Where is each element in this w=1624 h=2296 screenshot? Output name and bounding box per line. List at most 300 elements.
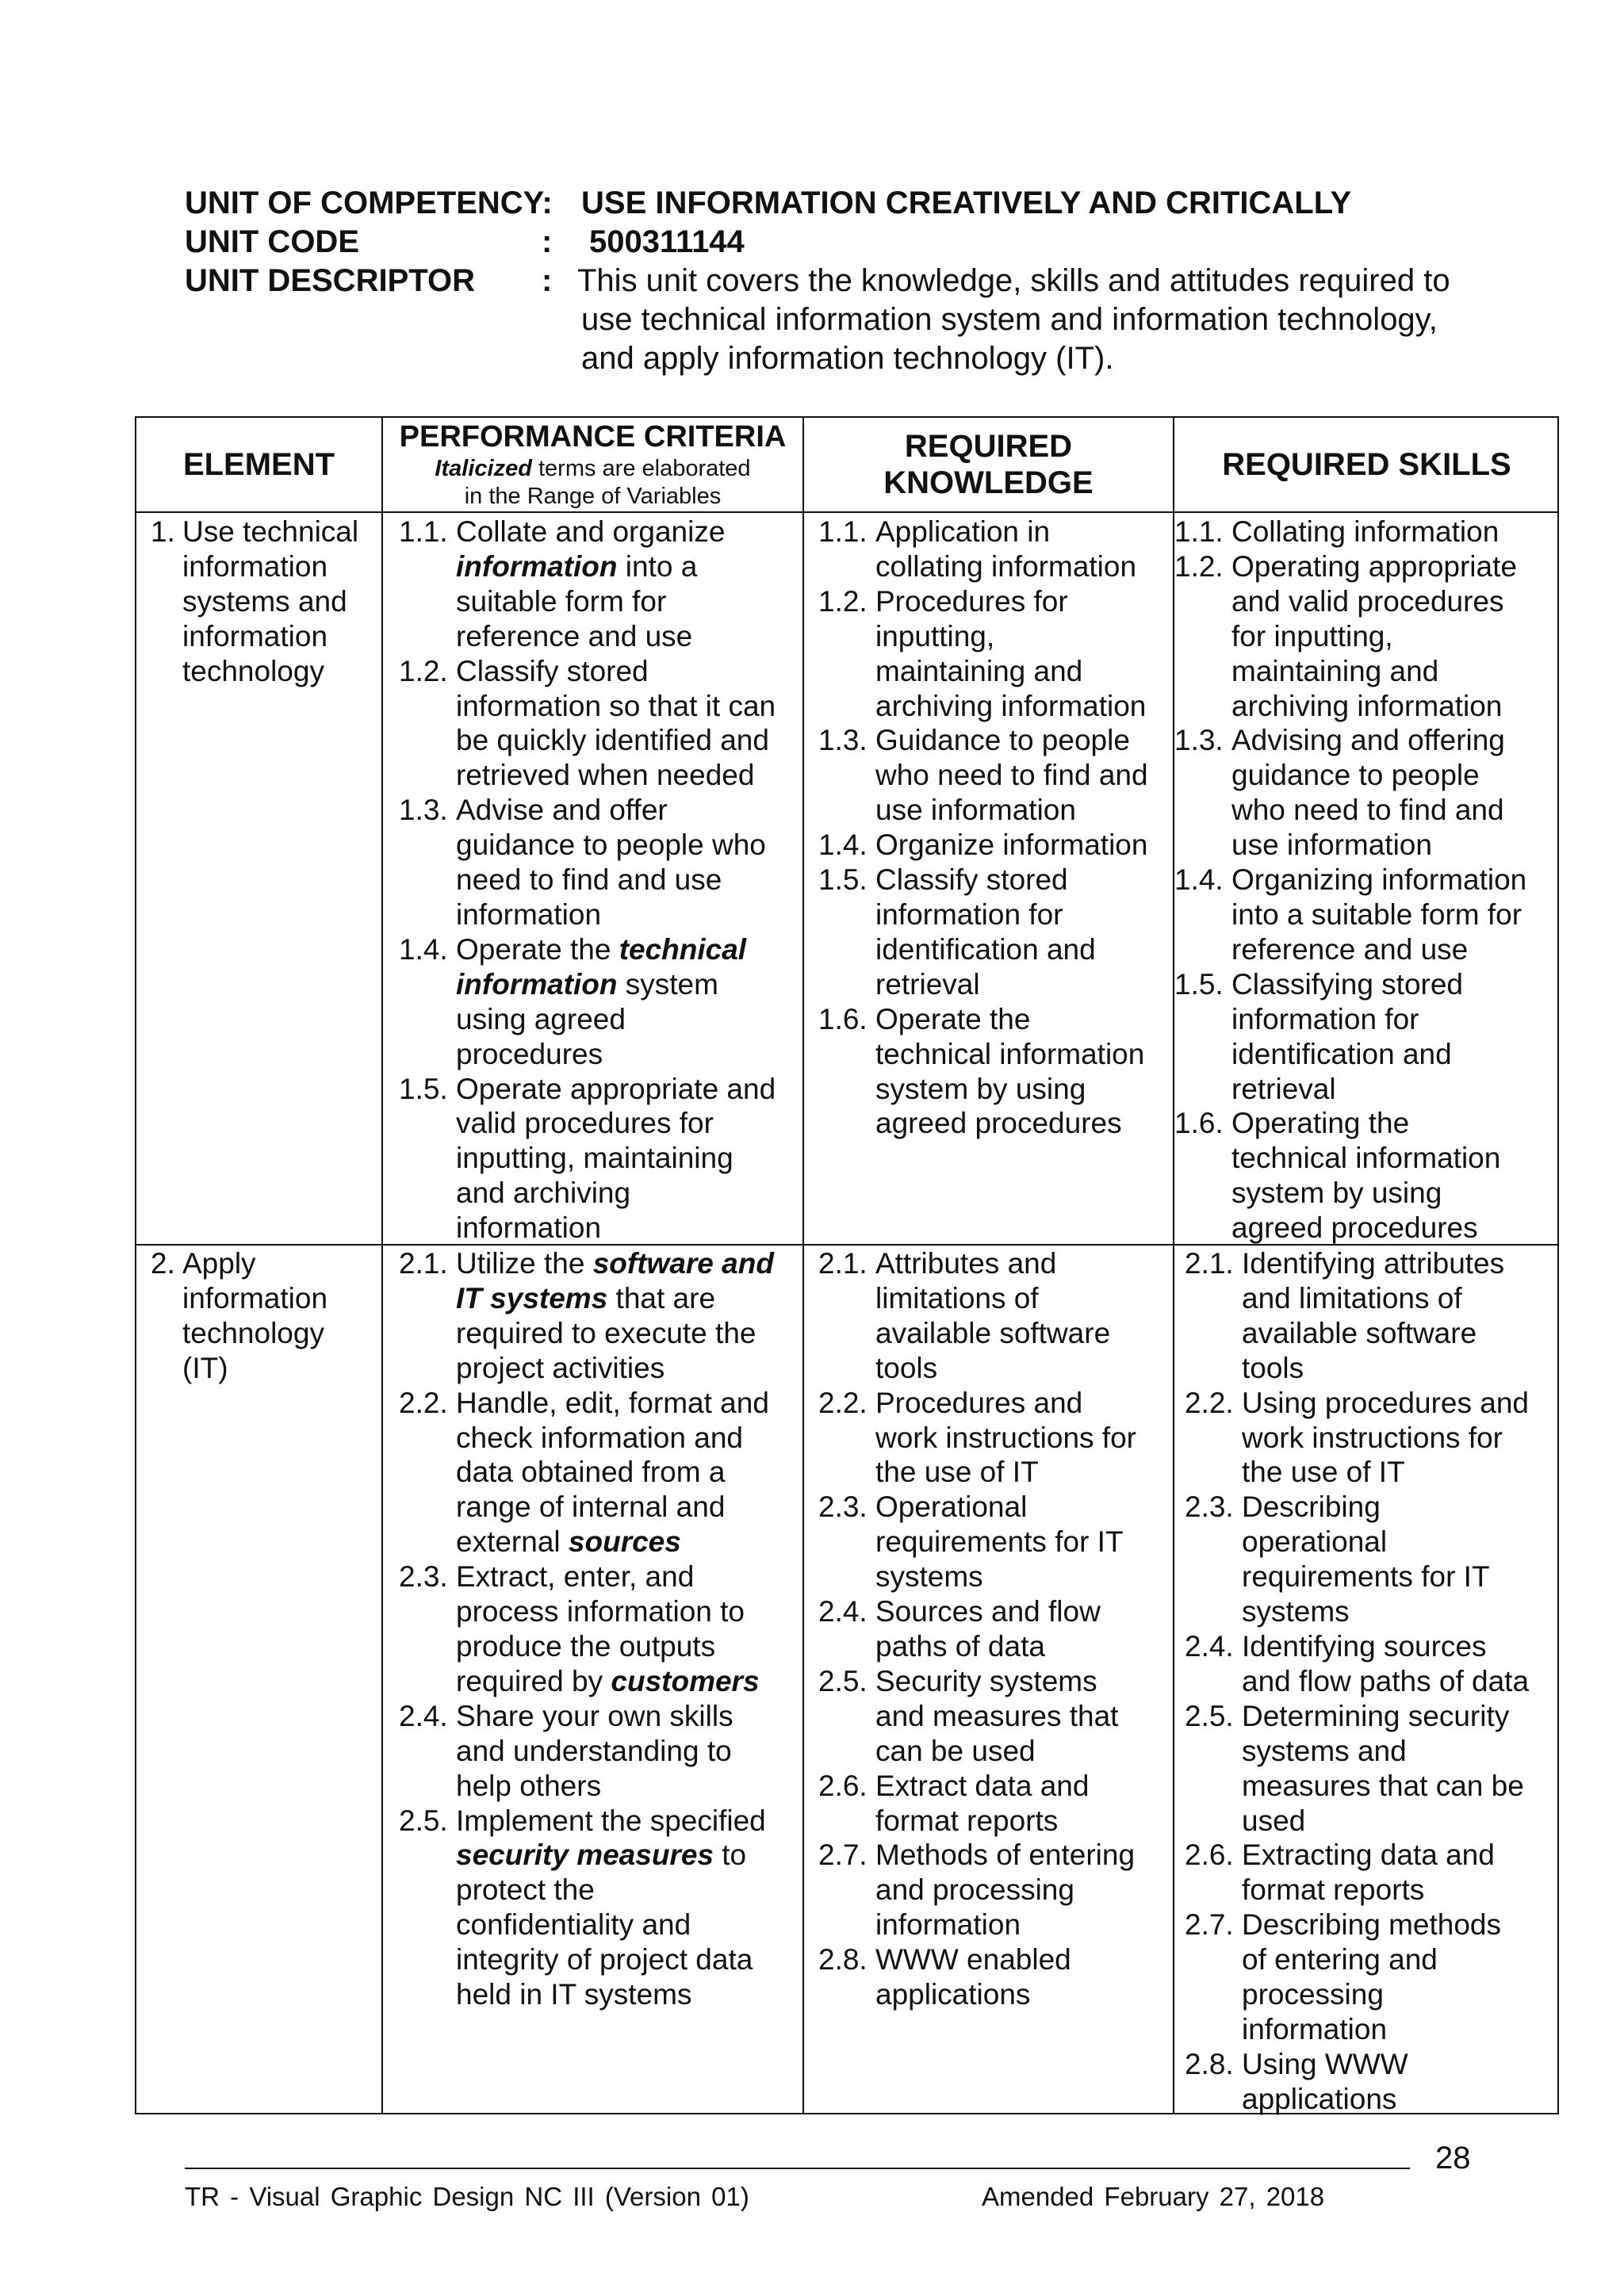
element-line: technology [182,654,324,687]
header-required-skills [1174,418,1559,511]
item-line: Classify stored [456,654,649,687]
item-line: Classify stored [875,863,1068,897]
header-element-label: ELEMENT [182,447,335,482]
item-line: tools [875,1351,938,1384]
item-text [875,1769,1171,1839]
knowledge-item [818,1002,1171,1142]
unit-descriptor-text [577,262,1509,378]
item-line: Handle, edit, format and [456,1386,769,1419]
item-text [875,515,1171,584]
item-line: information so that it can [456,689,776,722]
item-number: 2.1. [1185,1247,1234,1280]
item-line: guidance to people [1231,759,1480,792]
knowledge-item [818,828,1171,863]
item-text [875,1386,1171,1490]
element-line: information [182,619,328,652]
skills-item [1174,863,1559,967]
skills-item [1185,1386,1557,1490]
item-line: available software [875,1316,1111,1349]
item-number: 2.7. [818,1839,868,1872]
item-line: IT systems that are [456,1281,716,1314]
criteria-item [399,1559,799,1699]
column-divider [802,418,804,2113]
item-line: systems [1242,1595,1350,1628]
item-line: and processing [875,1873,1074,1907]
element-number: 1. [151,515,175,548]
item-line: and understanding to [456,1734,732,1767]
item-text [1231,1106,1559,1246]
range-term: information [456,967,618,1001]
item-line: integrity of project data [456,1943,753,1976]
item-line: security measures to [456,1839,747,1872]
item-line: Collate and organize [456,515,726,548]
item-text [456,654,799,794]
item-number: 1.5. [1174,967,1224,1001]
knowledge-item [818,1942,1171,2012]
element-cell [151,515,377,689]
item-line: archiving information [1231,689,1503,722]
item-line: for inputting, [1231,619,1393,652]
skills-cell [1185,1246,1557,2117]
item-text [456,932,799,1072]
item-line: information system [456,967,718,1001]
item-line: measures that can be [1242,1769,1524,1802]
element-number: 2. [151,1247,175,1280]
header-performance-criteria-label: PERFORMANCE CRITERIA [399,420,787,453]
knowledge-item [818,1386,1171,1490]
range-term: information [456,549,618,583]
item-line: Identifying attributes [1242,1247,1505,1280]
skills-item [1174,967,1559,1107]
item-text [456,1246,799,1386]
item-line: Methods of entering [875,1839,1136,1872]
item-line: and flow paths of data [1242,1664,1530,1697]
header-pc-note-rest: terms are elaborated [531,456,751,481]
item-number: 1.5. [818,863,868,897]
skills-item [1174,1106,1559,1246]
item-line: Identifying sources [1242,1629,1487,1663]
competency-table [135,416,1559,2114]
item-number: 2.2. [1185,1386,1234,1419]
item-line: system by using [875,1072,1086,1105]
item-line: Organizing information [1231,863,1527,897]
item-number: 2.3. [1185,1490,1234,1524]
item-line: paths of data [875,1629,1045,1663]
unit-header [185,184,1509,378]
element-line: systems and [182,584,347,618]
element-item [151,515,377,689]
item-line: Operate the [875,1002,1031,1035]
item-number: 1.6. [818,1002,868,1035]
item-number: 1.2. [818,584,868,618]
item-text [456,1072,799,1246]
item-text [875,723,1171,828]
knowledge-item [818,1769,1171,1839]
descriptor-line: use technical information system and information technology, [581,302,1438,337]
item-number: 1.2. [399,654,448,687]
item-line: using agreed [456,1002,626,1035]
item-line: procedures [456,1037,603,1070]
item-line: Procedures and [875,1386,1083,1419]
item-line: maintaining and [1231,654,1439,687]
range-term: technical [619,932,747,966]
unit-descriptor-label: UNIT DESCRIPTOR [185,263,475,298]
item-text [1242,1908,1557,2047]
item-text [456,1804,799,2012]
item-line: identification and [1231,1037,1452,1070]
criteria-item [399,793,799,932]
item-number: 2.8. [1185,2047,1234,2080]
skills-item [1185,1629,1557,1699]
item-text [875,1002,1171,1142]
range-term: customers [611,1664,760,1697]
item-number: 2.6. [818,1769,868,1802]
skills-item [1185,1699,1557,1839]
item-line: processing [1242,1978,1384,2011]
header-required-skills-label: REQUIRED SKILLS [1222,447,1511,482]
item-line: operational [1242,1525,1388,1559]
range-term: sources [568,1525,681,1559]
item-line: retrieval [1231,1072,1336,1105]
item-line: system by using [1231,1177,1442,1210]
item-text [456,1386,799,1560]
item-line: and archiving [456,1177,631,1210]
item-line: applications [1242,2082,1397,2115]
item-line: reference and use [456,619,693,652]
item-line: and limitations of [1242,1281,1462,1314]
header-pc-note-line2: in the Range of Variables [464,484,722,509]
item-text [875,1838,1171,1942]
unit-of-competency-value: USE INFORMATION CREATIVELY AND CRITICALLY [581,186,1352,220]
item-line: systems [875,1560,983,1594]
item-number: 1.2. [1174,549,1224,583]
skills-cell [1174,515,1559,1246]
knowledge-item [818,1838,1171,1942]
item-line: the use of IT [1242,1456,1405,1489]
unit-code-colon: : [542,224,553,259]
item-text [875,1490,1171,1594]
header-required-knowledge-line2: KNOWLEDGE [883,465,1094,500]
item-text [1242,1699,1557,1839]
item-line: retrieved when needed [456,759,755,792]
item-line: required by customers [456,1664,760,1697]
item-text [1242,1629,1557,1699]
item-text [875,1246,1171,1386]
item-line: Operational [875,1490,1028,1524]
item-line: retrieval [875,967,980,1001]
skills-item [1174,549,1559,724]
skills-item [1174,515,1559,549]
item-line: information [1242,2012,1388,2045]
element-line: information [182,549,328,583]
item-line: work instructions for [875,1421,1136,1454]
element-title [182,1246,377,1386]
range-term: IT systems [456,1281,608,1314]
item-text [1231,967,1559,1107]
item-line: technical information [875,1037,1145,1070]
item-line: use information [1231,828,1432,862]
criteria-item [399,1699,799,1804]
knowledge-item [818,863,1171,1002]
item-line: format reports [1242,1873,1425,1907]
item-number: 2.4. [399,1699,448,1732]
knowledge-item [818,515,1171,584]
item-number: 1.3. [399,794,448,827]
item-line: Describing methods [1242,1908,1501,1942]
item-line: technical information [1231,1142,1501,1175]
item-line: Classifying stored [1231,967,1464,1001]
unit-code-value: 500311144 [589,224,745,259]
item-line: and measures that [875,1699,1119,1732]
item-number: 1.4. [818,828,868,862]
item-number: 2.3. [818,1490,868,1524]
item-number: 2.6. [1185,1839,1234,1872]
item-line: Operating the [1231,1107,1410,1140]
unit-of-competency-label: UNIT OF COMPETENCY: [185,186,553,220]
item-line: Advising and offering [1231,724,1505,757]
header-pc-note-italic: Italicized [435,456,532,481]
knowledge-item [818,1594,1171,1664]
item-line: information for [875,897,1063,931]
item-line: range of internal and [456,1490,726,1524]
item-line: reference and use [1231,932,1469,966]
item-text [1231,549,1559,724]
item-number: 1.4. [399,932,448,966]
item-line: WWW enabled [875,1943,1071,1976]
item-line: process information to [456,1595,745,1628]
item-line: information [456,1211,602,1245]
item-number: 2.1. [399,1247,448,1280]
unit-descriptor-row [185,262,1509,378]
item-line: Extract, enter, and [456,1560,695,1594]
item-text [456,1559,799,1699]
item-line: and valid procedures [1231,584,1504,618]
range-term: security measures [456,1839,714,1872]
item-line: Attributes and [875,1247,1057,1280]
item-line: requirements for IT [1242,1560,1490,1594]
item-line: Using WWW [1242,2047,1408,2080]
item-number: 1.5. [399,1072,448,1105]
item-line: maintaining and [875,654,1083,687]
item-text [1242,1246,1557,1386]
item-text [456,515,799,654]
skills-item [1185,1838,1557,1908]
item-line: systems and [1242,1734,1407,1767]
item-line: of entering and [1242,1943,1438,1976]
range-term: software and [592,1247,774,1280]
item-line: Advise and offer [456,794,668,827]
unit-code-row [185,223,1509,262]
item-line: applications [875,1978,1031,2011]
element-title [182,515,377,689]
item-text [875,1942,1171,2012]
knowledge-item [818,1490,1171,1594]
criteria-item [399,1072,799,1246]
item-text [1242,1490,1557,1629]
item-number: 2.2. [399,1386,448,1419]
item-line: the use of IT [875,1456,1039,1489]
item-line: work instructions for [1242,1421,1503,1454]
column-divider [381,418,383,2113]
item-line: collating information [875,549,1137,583]
element-line: (IT) [182,1351,228,1384]
criteria-item [399,515,799,654]
knowledge-cell [818,515,1171,1141]
footer-rule [185,2168,1410,2169]
header-element [136,418,381,511]
criteria-item [399,654,799,794]
item-text [875,584,1171,724]
skills-item [1174,723,1559,863]
knowledge-item [818,1664,1171,1769]
item-line: Extracting data and [1242,1839,1495,1872]
item-line: Collating information [1231,515,1500,548]
footer-left-text: TR - Visual Graphic Design NC III (Version 01) [185,2182,749,2211]
item-number: 2.4. [1185,1629,1234,1663]
item-line: held in IT systems [456,1978,692,2011]
item-line: Sources and flow [875,1595,1101,1628]
item-number: 1.1. [1174,515,1224,548]
item-line: required to execute the [456,1316,756,1349]
item-number: 1.4. [1174,863,1224,897]
item-line: inputting, maintaining [456,1142,733,1175]
item-line: Describing [1242,1490,1381,1524]
item-line: external sources [456,1525,681,1559]
item-line: information [456,897,602,931]
item-number: 1.3. [818,724,868,757]
skills-item [1185,1490,1557,1629]
knowledge-item [818,1246,1171,1386]
footer-right-text: Amended February 27, 2018 [982,2182,1325,2211]
item-line: requirements for IT [875,1525,1124,1559]
item-line: guidance to people who [456,828,766,862]
unit-descriptor-colon: : [542,263,553,298]
unit-of-competency-row [185,184,1509,223]
item-line: into a suitable form for [1231,897,1522,931]
criteria-cell [399,515,799,1246]
header-pc-note [435,453,750,484]
criteria-item [399,1386,799,1560]
item-number: 2.5. [399,1804,448,1837]
item-line: format reports [875,1804,1059,1837]
item-line: be quickly identified and [456,724,769,757]
item-line: Operating appropriate [1231,549,1517,583]
knowledge-item [818,584,1171,724]
item-line: Using procedures and [1242,1386,1529,1419]
item-number: 1.6. [1174,1107,1224,1140]
item-line: use information [875,794,1076,827]
criteria-item [399,1804,799,2012]
item-line: Organize information [875,828,1148,862]
item-line: used [1242,1804,1306,1837]
element-line: Use technical [182,515,359,548]
item-number: 1.1. [818,515,868,548]
header-performance-criteria [383,418,802,511]
item-number: 2.7. [1185,1908,1234,1942]
item-line: archiving information [875,689,1147,722]
skills-item [1185,2047,1557,2117]
item-line: tools [1242,1351,1304,1384]
item-number: 2.5. [1185,1699,1234,1732]
item-text [1242,1386,1557,1490]
item-line: who need to find and [875,759,1148,792]
item-line: can be used [875,1734,1036,1767]
descriptor-line: This unit covers the knowledge, skills and attitudes required to [577,263,1450,298]
item-line: Determining security [1242,1699,1510,1732]
item-line: who need to find and [1231,794,1504,827]
item-line: identification and [875,932,1096,966]
item-line: Application in [875,515,1051,548]
item-line: limitations of [875,1281,1039,1314]
item-line: check information and [456,1421,743,1454]
item-line: confidentiality and [456,1908,691,1942]
item-line: suitable form for [456,584,667,618]
item-line: agreed procedures [1231,1211,1478,1245]
item-line: information into a [456,549,698,583]
header-divider [136,511,1557,513]
item-line: valid procedures for [456,1107,714,1140]
item-text [1242,1838,1557,1908]
criteria-item [399,1246,799,1386]
item-text [1231,863,1559,967]
item-number: 2.1. [818,1247,868,1280]
item-line: information [875,1908,1021,1942]
descriptor-line: and apply information technology (IT). [581,341,1114,376]
item-text [875,828,1171,863]
header-required-knowledge-line1: REQUIRED [904,429,1073,464]
element-line: technology [182,1316,324,1349]
item-line: Share your own skills [456,1699,733,1732]
knowledge-cell [818,1246,1171,2012]
element-cell [151,1246,377,1386]
item-text [875,1594,1171,1664]
element-line: information [182,1281,328,1314]
item-line: produce the outputs [456,1629,716,1663]
skills-item [1185,1246,1557,1386]
element-item [151,1246,377,1386]
item-line: information for [1231,1002,1419,1035]
item-line: Extract data and [875,1769,1090,1802]
item-number: 2.8. [818,1943,868,1976]
item-text [1231,515,1559,549]
header-required-knowledge [804,418,1173,511]
item-text [875,863,1171,1002]
item-text [456,793,799,932]
item-line: Procedures for [875,584,1068,618]
item-text [456,1699,799,1804]
criteria-cell [399,1246,799,2012]
unit-code-label: UNIT CODE [185,224,359,259]
item-text [875,1664,1171,1769]
item-line: help others [456,1769,602,1802]
criteria-item [399,932,799,1072]
item-line: Utilize the software and [456,1247,774,1280]
item-line: project activities [456,1351,665,1384]
item-line: need to find and use [456,863,722,897]
item-number: 1.1. [399,515,448,548]
item-line: Security systems [875,1664,1097,1697]
item-number: 2.2. [818,1386,868,1419]
item-text [1231,723,1559,863]
item-line: Operate the technical [456,932,747,966]
item-number: 2.5. [818,1664,868,1697]
element-line: Apply [182,1247,256,1280]
item-line: agreed procedures [875,1107,1122,1140]
item-line: inputting, [875,619,995,652]
item-line: Operate appropriate and [456,1072,776,1105]
knowledge-item [818,723,1171,828]
item-number: 2.3. [399,1560,448,1594]
